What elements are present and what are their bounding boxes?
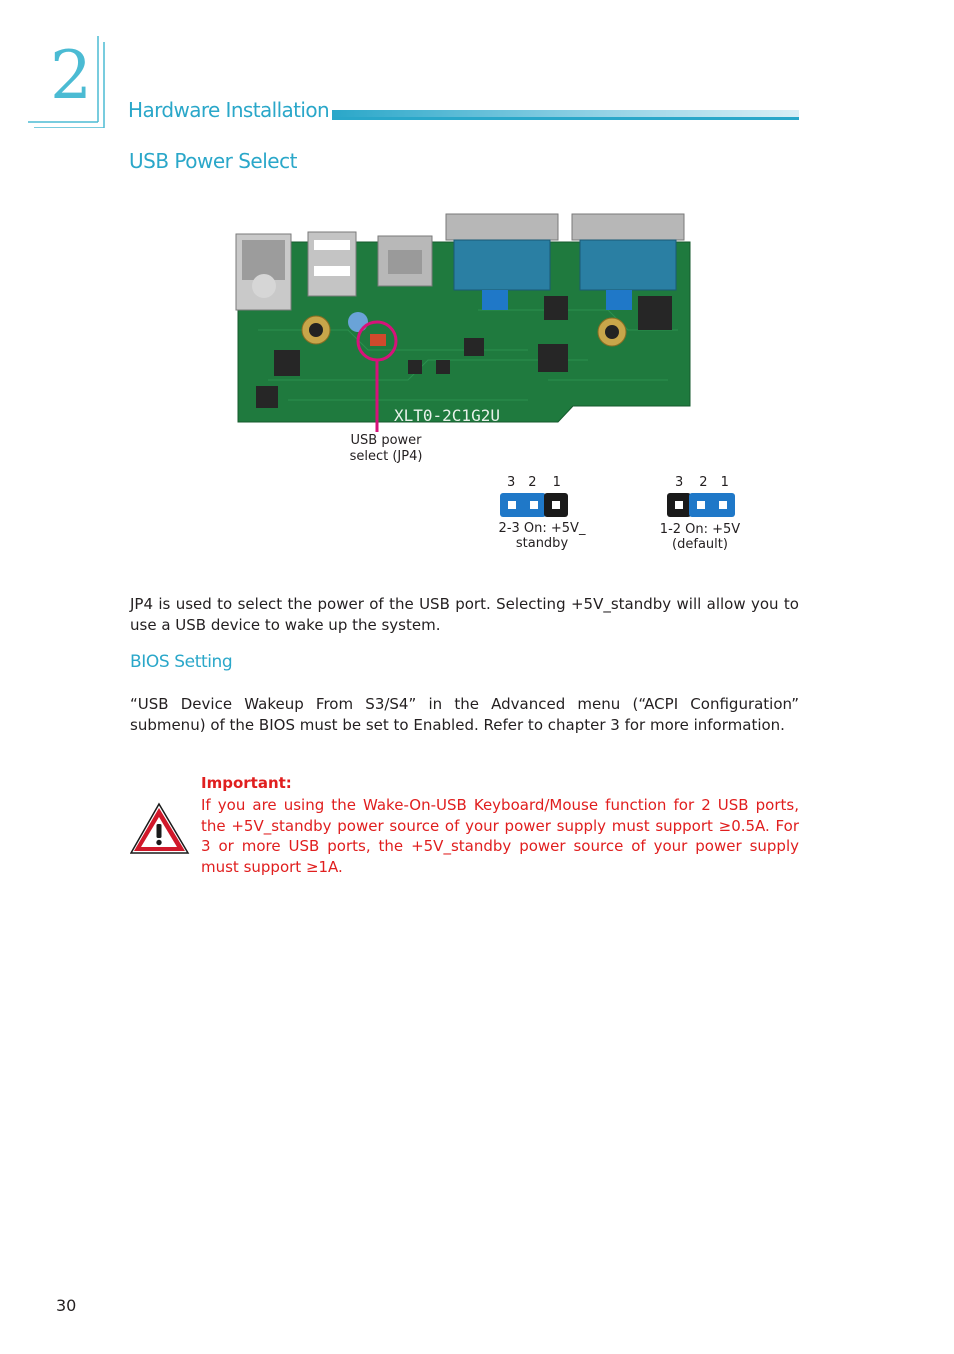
callout-label-line2: select (JP4): [349, 449, 423, 464]
jumper-right-caption-line2: (default): [672, 537, 728, 552]
callout-label: [334, 433, 438, 465]
chapter-number: 2: [50, 37, 92, 114]
jumper-left-caption-line1: 2-3 On: +5V_: [498, 521, 586, 536]
pin-number: 2: [699, 475, 708, 490]
jumper-left-caption: [486, 521, 598, 551]
callout-label-line1: USB power: [350, 433, 422, 448]
section-title: USB Power Select: [129, 149, 297, 173]
chapter-title: Hardware Installation: [128, 98, 330, 122]
important-text: If you are using the Wake-On-USB Keyboard/Mouse function for 2 USB ports, the +5V_standby power source of your power supply must support ≥0.5A. For 3 or more USB ports, the +5V_standby power source of your power supply must support ≥1A.: [201, 796, 799, 876]
jumper-right-diagram: [667, 493, 735, 517]
pin-number: 3: [507, 475, 516, 490]
jumper-right-caption: [646, 522, 754, 552]
warning-triangle-icon: [130, 802, 190, 856]
motherboard-figure: [228, 210, 698, 480]
pin-number: 1: [720, 475, 729, 490]
important-title: Important:: [201, 774, 292, 792]
paragraph-jp4: JP4 is used to select the power of the USB port. Selecting +5V_standby will allow you to use a USB device to wake up the system.: [130, 595, 799, 634]
jumper-right-pins: [675, 475, 729, 490]
subsection-title: BIOS Setting: [130, 652, 233, 672]
jumper-left-caption-line2: standby: [515, 536, 569, 551]
paragraph-bios: “USB Device Wakeup From S3/S4” in the Advanced menu (“ACPI Configuration” submenu) of the BIOS must be set to Enabled. Refer to chapter 3 for more information.: [130, 695, 799, 734]
pin-number: 1: [552, 475, 561, 490]
page-number: 30: [56, 1296, 77, 1315]
jumper-left-diagram: [500, 493, 568, 517]
board-silkscreen: XLT0-2C1G2U: [394, 406, 500, 425]
header-rule: [332, 110, 799, 120]
pin-number: 2: [528, 475, 537, 490]
pin-number: 3: [675, 475, 684, 490]
jumper-right-caption-line1: 1-2 On: +5V: [659, 522, 741, 537]
jumper-left-pins: [507, 475, 561, 490]
